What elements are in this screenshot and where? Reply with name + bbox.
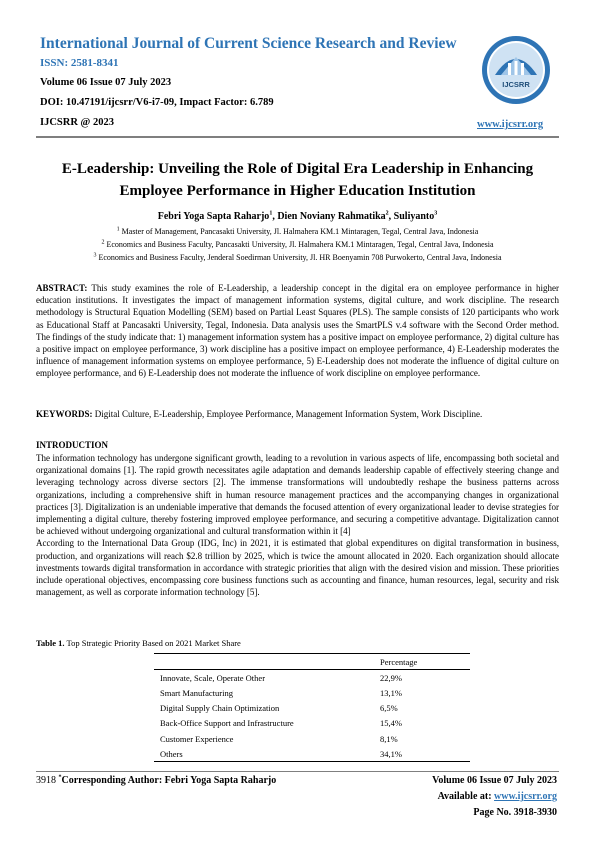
author-list: Febri Yoga Sapta Raharjo$^1$, Dien Noviany Rahmatika$^2$, Suliyanto$^3$ [157, 210, 438, 222]
affiliation-2: $^2$ Economics and Business Faculty, Pancasakti University, Jl. Halmahera KM.1 Mintaragen, Tegal, Central Java, Indonesia [101, 239, 494, 249]
volume-info: Volume 06 Issue 07 July 2023 [40, 77, 172, 88]
footer-volume: Volume 06 Issue 07 July 2023 [432, 775, 557, 786]
author-1: Febri Yoga Sapta Raharjo [157, 211, 270, 222]
table-row: Innovate, Scale, Operate Other 22,9% [160, 672, 402, 683]
section-heading-introduction: INTRODUCTION [36, 440, 109, 450]
footer-website-link[interactable]: www.ijcsrr.org [494, 791, 557, 802]
footer-available: Available at: www.ijcsrr.org [437, 791, 557, 802]
table-header-row [154, 654, 470, 670]
table-row: Digital Supply Chain Optimization 6,5% [160, 703, 398, 714]
author-2: Dien Noviany Rahmatika [277, 211, 386, 222]
table-row: Others 34,1% [154, 746, 470, 762]
journal-logo [481, 35, 551, 105]
column-header-percentage: Percentage [380, 654, 470, 670]
intro-paragraph-1: The information technology has undergone significant growth, leading to a revolution in various aspects of life, encompassing both societal and organizational domains [1]. The rapid growth necessitates agile adaptation and demands leadership capable of effectively steering change and leveraging technology across diverse sectors [2]. The immense transformations will undoubtedly reshape the business patterns across organizations, including a comprehensive shift in human resource management practices and the accompanying changes in organizational practices [3]. Digitalization is an undeniable imperative that demands the focused attention of every organizational leader to devise strategies for implementing a digital culture, thereby fostering improved employee performance, and securing a competitive advantage. Digitalization cannot be achieved without undergoing organizational and cultural transformation within it [4] [36, 453, 559, 537]
table-row: Smart Manufacturing 13,1% [160, 687, 402, 698]
paper-title: E-Leadership: Unveiling the Role of Digital Era Leadership in Enhancing Employee Performance in Higher Education Institution [61, 161, 534, 199]
introduction-body [36, 452, 559, 598]
header-divider [36, 136, 559, 138]
keywords-label: KEYWORDS: [36, 409, 93, 419]
affiliation-3: $^3$ Economics and Business Faculty, Jenderal Soedirman University, Jl. HR Boenyamin 708 Purwokerto, Central Java, Indonesia [93, 252, 502, 262]
table-caption: Table 1. Top Strategic Priority Based on 2021 Market Share [36, 638, 241, 648]
table-row: Back-Office Support and Infrastructure 15,4% [160, 718, 402, 729]
page-number: 3918 [36, 775, 56, 786]
footer-pages: Page No. 3918-3930 [473, 807, 557, 818]
strategic-priority-table [154, 653, 470, 762]
author-3: Suliyanto [393, 211, 435, 222]
issn: ISSN: 2581-8341 [40, 57, 119, 69]
affiliation-1: $^1$ Master of Management, Pancasakti University, Jl. Halmahera KM.1 Mintaragen, Tegal, Central Java, Indonesia [116, 226, 479, 236]
footer-corresponding-author: 3918 *Corresponding Author: Febri Yoga Sapta Raharjo [36, 774, 277, 786]
journal-website-link[interactable]: www.ijcsrr.org [477, 119, 544, 130]
table-row: Customer Experience 8,1% [160, 733, 398, 744]
keywords [36, 408, 559, 420]
keywords-text: Digital Culture, E-Leadership, Employee Performance, Management Information System, Work Discipline. [94, 409, 483, 419]
journal-title: International Journal of Current Science Research and Review [40, 35, 457, 52]
footer-divider [36, 771, 559, 772]
copyright: IJCSRR @ 2023 [40, 117, 114, 128]
logo-text: IJCSRR [502, 80, 530, 89]
intro-paragraph-2: According to the International Data Group (IDG, Inc) in 2021, it is estimated that global expenditures on digital transformation in business, production, and organizations will reach $2.8 trillion by 2025, which is twice the amount allocated in 2020. Each organization should allocate investments towards digital transformation in accordance with strategic priorities that align with the desired vision and mission. These priorities include operational objectives, encompassing core business functions such as accounting and finance, human resources, legal, security and risk management, as well as corporate information technology [5]. [36, 538, 559, 598]
doi-info: DOI: 10.47191/ijcsrr/V6-i7-09, Impact Factor: 6.789 [40, 97, 274, 108]
abstract-text: This study examines the role of E-Leadership, a leadership concept in the digital era on employee performance in higher education institutions. It investigates the impact of management information systems, digital culture, and work discipline. The research methodology is Structural Equation Modelling (SEM) based on Partial Least Squares (PLS). The sample consists of 120 participants who work as Educational Staff at Pancasakti University, Tegal, Indonesia. Data analysis uses the SmartPLS v.4 software with the Second Order method. The findings of the study indicate that: 1) management information system has a positive impact on employee performance, 2) digital culture has a positive impact on employee performance, 3) work discipline has a positive impact on employee performance, 4) E-Leadership moderates the influence of management information systems on employee performance, 5) E-Leadership does not moderate the influence of digital culture on employee performance, and 6) E-Leadership does not moderate the influence of work discipline on employee performance. [36, 283, 559, 379]
abstract [36, 282, 559, 380]
abstract-label: ABSTRACT: [36, 283, 88, 293]
